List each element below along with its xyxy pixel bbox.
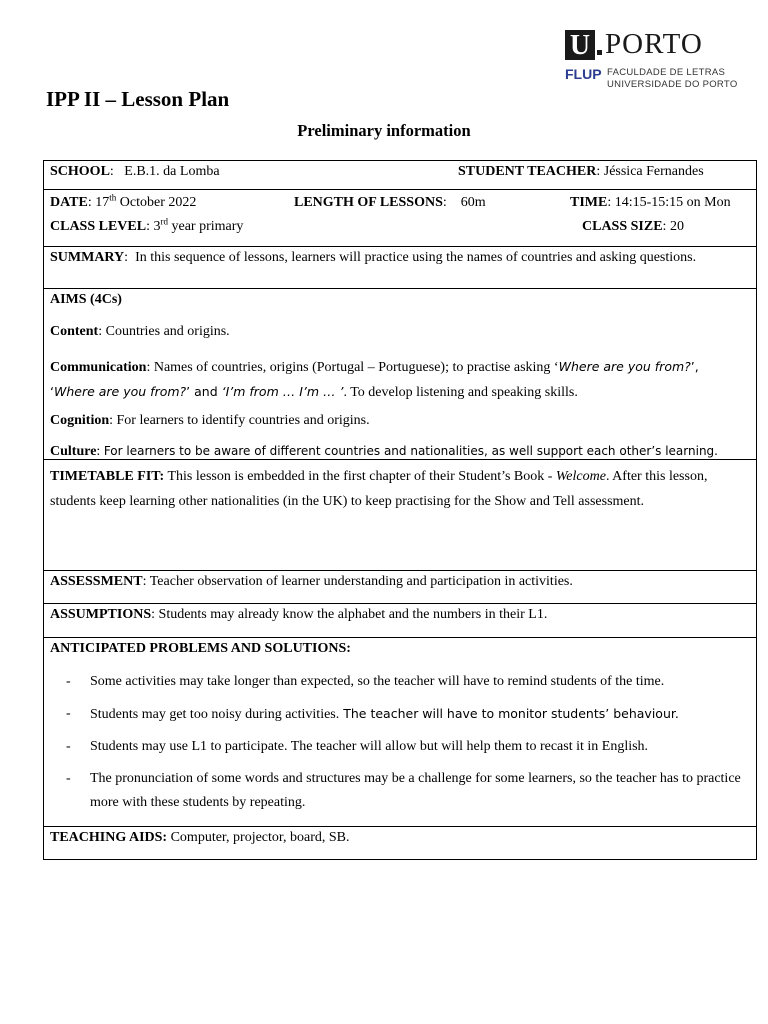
problem-item-4: The pronunciation of some words and structures may be a challenge for some learners, so the teacher has to practice more with these students by repeating.: [90, 771, 741, 810]
communication-text2: . To develop listening and speaking skills.: [343, 385, 578, 400]
communication-and: ’ and: [186, 384, 222, 399]
summary-paragraph: SUMMARY: In this sequence of lessons, learners will practice using the names of countries and asking questions.: [50, 250, 697, 265]
row-class-level: [44, 215, 756, 247]
logo-dot: [597, 50, 602, 55]
teaching-aids-label: TEACHING AIDS:: [50, 830, 168, 845]
logo-faculty-line1: FACULDADE DE LETRAS: [607, 67, 726, 78]
assessment-text: Teacher observation of learner understanding and participation in activities.: [149, 574, 573, 589]
problems-list: [44, 673, 750, 815]
time-field: TIME: 14:15-15:15 on Mon: [570, 195, 731, 210]
school-value: E.B.1. da Lomba: [124, 164, 220, 179]
summary-label: SUMMARY: [50, 250, 125, 265]
content-label: Content: [50, 324, 99, 339]
row-assessment: [44, 571, 756, 604]
document-title: IPP II – Lesson Plan: [46, 87, 230, 111]
row-aims: [44, 289, 756, 460]
aims-content: Content: Countries and origins.: [50, 324, 230, 339]
row-summary: [44, 247, 756, 289]
summary-text: In this sequence of lessons, learners will practice using the names of countries and asking questions.: [135, 250, 697, 265]
assessment-label: ASSESSMENT: [50, 574, 143, 589]
time-label: TIME: [570, 195, 608, 210]
communication-question-2: Where are you from?: [53, 384, 187, 399]
length-label: LENGTH OF LESSONS: [294, 195, 443, 210]
row-problems: [44, 638, 756, 827]
content-text: Countries and origins.: [105, 324, 230, 339]
date-label: DATE: [50, 195, 88, 210]
cognition-text: For learners to identify countries and origins.: [116, 413, 370, 428]
row-school: [44, 161, 756, 190]
date-field: DATE: 17th October 2022: [50, 192, 197, 210]
class-level-rest: year primary: [171, 219, 244, 234]
communication-question-1: Where are you from?: [558, 359, 691, 374]
timetable-text1: This lesson is embedded in the first chapter of their Student’s Book -: [167, 469, 556, 484]
problems-heading: [50, 640, 750, 657]
class-size-field: CLASS SIZE: 20: [582, 219, 684, 234]
student-teacher-value: Jéssica Fernandes: [603, 164, 704, 179]
aims-communication: Communication: Names of countries, origins (Portugal – Portuguese); to practise asking ‘Where are you from?’, ‘Where are you from?’ and ‘I’m from … I’m … ’. To develop listening and speaking skills.: [50, 359, 699, 400]
assumptions-text: Students may already know the alphabet and the numbers in their L1.: [158, 607, 548, 622]
communication-label: Communication: [50, 360, 147, 375]
class-level-suffix: rd: [160, 216, 168, 227]
date-suffix: th: [109, 192, 117, 203]
assumptions-label: ASSUMPTIONS: [50, 607, 152, 622]
class-size-label: CLASS SIZE: [582, 219, 663, 234]
class-level-field: CLASS LEVEL: 3rd year primary: [50, 216, 244, 234]
document-subtitle: Preliminary information: [297, 121, 471, 140]
row-date: [44, 190, 756, 215]
class-level-num: 3: [153, 219, 161, 234]
timetable-label: TIMETABLE FIT:: [50, 469, 165, 484]
culture-text: For learners to be aware of different countries and nationalities, as well support each other’s learning.: [103, 444, 718, 458]
aims-heading-text: AIMS (4Cs): [50, 292, 122, 307]
list-item: - The pronunciation of some words and structures may be a challenge for some learners, so the teacher has to practice more with these students by repeating.: [66, 771, 741, 810]
logo-u-mark: U: [565, 30, 595, 60]
list-item: - Students may use L1 to participate. The teacher will allow but will help them to recast it in English.: [66, 739, 649, 754]
school-field: SCHOOL: E.B.1. da Lomba: [50, 164, 220, 179]
problem-item-2: Students may get too noisy during activities.: [90, 707, 340, 722]
logo-porto-text: PORTO: [605, 28, 703, 60]
lesson-plan-table: [43, 160, 757, 860]
timetable-text2: . After this lesson, students keep learning other nationalities (in the UK) to keep practising for the Show and Tell assessment.: [50, 469, 708, 509]
class-size-value: 20: [669, 219, 684, 234]
assessment-paragraph: ASSESSMENT: Teacher observation of learner understanding and participation in activities.: [50, 574, 573, 589]
date-day: 17: [95, 195, 110, 210]
culture-label: Culture: [50, 444, 97, 459]
problem-item-3: Students may use L1 to participate. The teacher will allow but will help them to recast it in English.: [90, 739, 649, 754]
row-assumptions: [44, 604, 756, 638]
logo-flup-text: FLUP: [565, 66, 602, 82]
communication-question-3: ‘I’m from … I’m … ’: [221, 384, 344, 399]
list-item: - Some activities may take longer than expected, so the teacher will have to remind students of the time.: [66, 674, 665, 689]
school-label: SCHOOL: [50, 164, 110, 179]
problem-item-2-extra: The teacher will have to monitor students’ behaviour.: [339, 706, 679, 721]
problem-item-1: Some activities may take longer than expected, so the teacher will have to remind students of the time.: [90, 674, 665, 689]
student-teacher-field: STUDENT TEACHER: Jéssica Fernandes: [458, 164, 704, 179]
list-item: - Students may get too noisy during activities. The teacher will have to monitor students’ behaviour.: [66, 706, 679, 722]
teaching-aids-paragraph: [50, 829, 750, 846]
problems-heading-text: ANTICIPATED PROBLEMS AND SOLUTIONS:: [50, 641, 351, 656]
class-level-label: CLASS LEVEL: [50, 219, 147, 234]
timetable-paragraph: [50, 464, 750, 514]
university-logo: [565, 30, 740, 92]
cognition-label: Cognition: [50, 413, 110, 428]
row-teaching-aids: [44, 827, 756, 859]
aims-cognition: Cognition: For learners to identify countries and origins.: [50, 413, 370, 428]
communication-text1: Names of countries, origins (Portugal – Portuguese); to practise asking ‘: [153, 360, 559, 375]
student-teacher-label: STUDENT TEACHER: [458, 164, 597, 179]
row-timetable-fit: [44, 460, 756, 571]
date-rest: October 2022: [119, 195, 197, 210]
assumptions-paragraph: ASSUMPTIONS: Students may already know the alphabet and the numbers in their L1.: [50, 607, 548, 622]
aims-heading: [50, 291, 122, 308]
communication-separator: ’, ‘: [50, 359, 699, 399]
timetable-book: Welcome: [555, 469, 606, 484]
teaching-aids-text: Computer, projector, board, SB.: [170, 830, 350, 845]
logo-faculty-line2: UNIVERSIDADE DO PORTO: [607, 79, 738, 90]
aims-culture: Culture: For learners to be aware of different countries and nationalities, as well support each other’s learning.: [50, 444, 718, 459]
length-value: 60m: [460, 195, 486, 210]
time-value: 14:15-15:15 on Mon: [614, 195, 731, 210]
length-field: LENGTH OF LESSONS: 60m: [294, 195, 486, 210]
